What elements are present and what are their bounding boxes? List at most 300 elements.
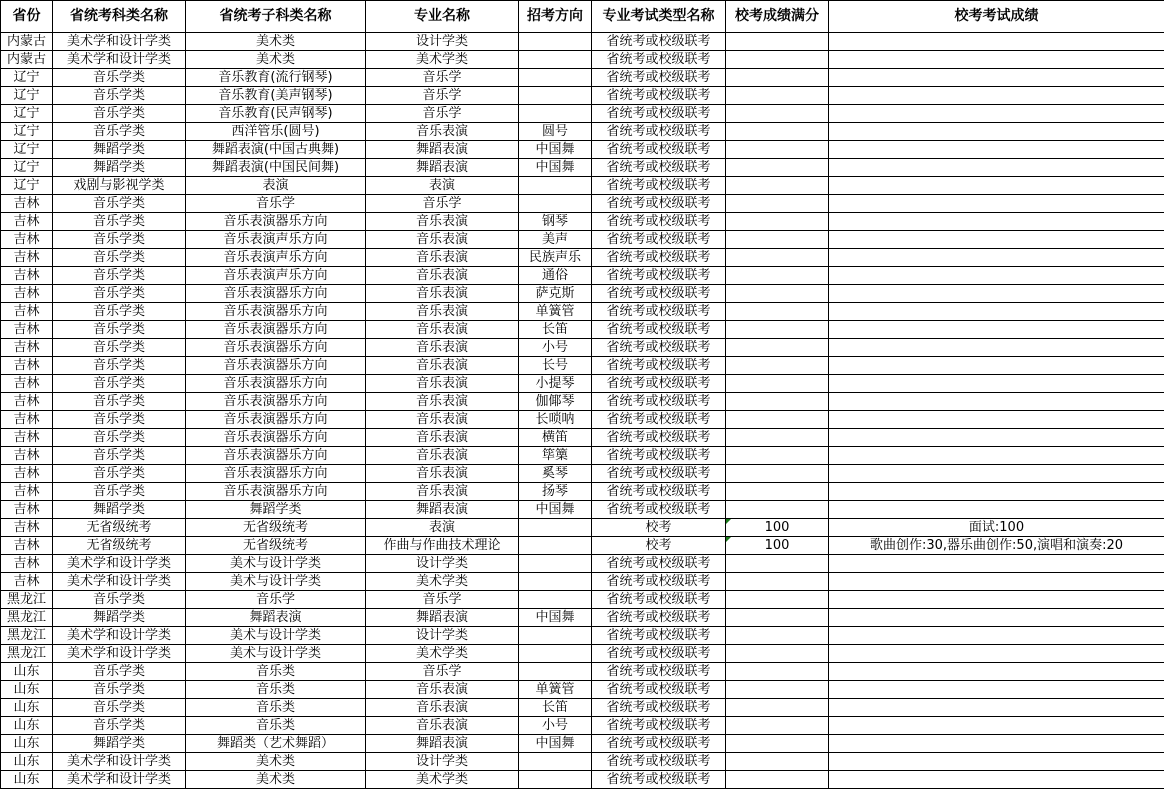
cell-category[interactable]: 美术学和设计学类 [53, 753, 186, 771]
cell-major[interactable]: 音乐表演 [366, 411, 519, 429]
cell-exam-score[interactable] [829, 483, 1164, 501]
cell-exam-score[interactable] [829, 699, 1164, 717]
header-exam-score[interactable]: 校考考试成绩 [829, 1, 1164, 33]
cell-category[interactable]: 美术学和设计学类 [53, 555, 186, 573]
cell-direction[interactable]: 萨克斯 [519, 285, 592, 303]
cell-category[interactable]: 音乐学类 [53, 105, 186, 123]
cell-direction[interactable]: 扬琴 [519, 483, 592, 501]
cell-major[interactable]: 音乐表演 [366, 267, 519, 285]
cell-exam-type[interactable]: 省统考或校级联考 [592, 87, 726, 105]
cell-major[interactable]: 舞蹈表演 [366, 735, 519, 753]
cell-subcategory[interactable]: 美术与设计学类 [186, 573, 366, 591]
cell-province[interactable]: 吉林 [1, 249, 53, 267]
cell-full-score[interactable] [726, 555, 829, 573]
cell-province[interactable]: 吉林 [1, 303, 53, 321]
cell-province[interactable]: 黑龙江 [1, 591, 53, 609]
cell-major[interactable]: 设计学类 [366, 33, 519, 51]
cell-exam-score[interactable] [829, 357, 1164, 375]
cell-exam-type[interactable]: 省统考或校级联考 [592, 645, 726, 663]
cell-exam-type[interactable]: 省统考或校级联考 [592, 501, 726, 519]
cell-subcategory[interactable]: 美术类 [186, 771, 366, 789]
cell-category[interactable]: 舞蹈学类 [53, 501, 186, 519]
cell-subcategory[interactable]: 美术与设计学类 [186, 627, 366, 645]
cell-exam-type[interactable]: 省统考或校级联考 [592, 429, 726, 447]
header-full-score[interactable]: 校考成绩满分 [726, 1, 829, 33]
cell-direction[interactable]: 通俗 [519, 267, 592, 285]
cell-category[interactable]: 音乐学类 [53, 339, 186, 357]
cell-full-score[interactable] [726, 321, 829, 339]
cell-exam-score[interactable] [829, 429, 1164, 447]
cell-exam-type[interactable]: 省统考或校级联考 [592, 735, 726, 753]
cell-direction[interactable]: 伽倻琴 [519, 393, 592, 411]
cell-subcategory[interactable]: 音乐表演器乐方向 [186, 285, 366, 303]
cell-full-score[interactable] [726, 303, 829, 321]
cell-exam-score[interactable] [829, 555, 1164, 573]
cell-full-score[interactable] [726, 645, 829, 663]
cell-direction[interactable]: 奚琴 [519, 465, 592, 483]
cell-subcategory[interactable]: 音乐教育(民声钢琴) [186, 105, 366, 123]
cell-direction[interactable] [519, 537, 592, 555]
cell-direction[interactable]: 横笛 [519, 429, 592, 447]
cell-exam-type[interactable]: 省统考或校级联考 [592, 285, 726, 303]
cell-subcategory[interactable]: 音乐学 [186, 195, 366, 213]
cell-category[interactable]: 音乐学类 [53, 69, 186, 87]
cell-category[interactable]: 音乐学类 [53, 483, 186, 501]
cell-major[interactable]: 音乐表演 [366, 393, 519, 411]
cell-full-score[interactable] [726, 177, 829, 195]
cell-exam-score[interactable] [829, 285, 1164, 303]
cell-subcategory[interactable]: 音乐学 [186, 591, 366, 609]
cell-subcategory[interactable]: 音乐表演器乐方向 [186, 483, 366, 501]
cell-subcategory[interactable]: 音乐表演器乐方向 [186, 357, 366, 375]
cell-province[interactable]: 内蒙古 [1, 33, 53, 51]
cell-direction[interactable]: 钢琴 [519, 213, 592, 231]
cell-category[interactable]: 无省级统考 [53, 537, 186, 555]
cell-exam-type[interactable]: 省统考或校级联考 [592, 627, 726, 645]
cell-major[interactable]: 音乐表演 [366, 285, 519, 303]
cell-direction[interactable]: 单簧管 [519, 303, 592, 321]
cell-category[interactable]: 美术学和设计学类 [53, 645, 186, 663]
cell-subcategory[interactable]: 无省级统考 [186, 519, 366, 537]
cell-exam-type[interactable]: 省统考或校级联考 [592, 33, 726, 51]
cell-province[interactable]: 吉林 [1, 429, 53, 447]
cell-province[interactable]: 吉林 [1, 393, 53, 411]
cell-exam-score[interactable] [829, 663, 1164, 681]
cell-major[interactable]: 音乐表演 [366, 429, 519, 447]
cell-category[interactable]: 戏剧与影视学类 [53, 177, 186, 195]
cell-direction[interactable] [519, 105, 592, 123]
cell-subcategory[interactable]: 音乐类 [186, 663, 366, 681]
cell-category[interactable]: 无省级统考 [53, 519, 186, 537]
cell-exam-score[interactable] [829, 681, 1164, 699]
cell-major[interactable]: 作曲与作曲技术理论 [366, 537, 519, 555]
cell-exam-score[interactable] [829, 123, 1164, 141]
cell-province[interactable]: 吉林 [1, 483, 53, 501]
cell-major[interactable]: 美术学类 [366, 645, 519, 663]
cell-subcategory[interactable]: 音乐表演器乐方向 [186, 339, 366, 357]
cell-major[interactable]: 美术学类 [366, 573, 519, 591]
cell-category[interactable]: 音乐学类 [53, 123, 186, 141]
cell-category[interactable]: 音乐学类 [53, 591, 186, 609]
cell-major[interactable]: 音乐表演 [366, 465, 519, 483]
cell-subcategory[interactable]: 音乐类 [186, 681, 366, 699]
header-subcategory[interactable]: 省统考子科类名称 [186, 1, 366, 33]
header-province[interactable]: 省份 [1, 1, 53, 33]
cell-category[interactable]: 音乐学类 [53, 717, 186, 735]
cell-exam-type[interactable]: 省统考或校级联考 [592, 699, 726, 717]
cell-subcategory[interactable]: 音乐表演器乐方向 [186, 321, 366, 339]
cell-exam-type[interactable]: 省统考或校级联考 [592, 663, 726, 681]
cell-exam-type[interactable]: 省统考或校级联考 [592, 69, 726, 87]
cell-full-score[interactable] [726, 159, 829, 177]
cell-exam-score[interactable] [829, 627, 1164, 645]
cell-direction[interactable]: 长笛 [519, 699, 592, 717]
cell-full-score[interactable] [726, 663, 829, 681]
cell-exam-type[interactable]: 校考 [592, 537, 726, 555]
cell-full-score[interactable] [726, 627, 829, 645]
cell-exam-type[interactable]: 省统考或校级联考 [592, 609, 726, 627]
cell-province[interactable]: 吉林 [1, 537, 53, 555]
cell-exam-type[interactable]: 校考 [592, 519, 726, 537]
cell-exam-score[interactable] [829, 303, 1164, 321]
cell-direction[interactable]: 小号 [519, 339, 592, 357]
cell-subcategory[interactable]: 音乐表演器乐方向 [186, 429, 366, 447]
cell-full-score[interactable] [726, 285, 829, 303]
cell-direction[interactable]: 美声 [519, 231, 592, 249]
cell-province[interactable]: 山东 [1, 735, 53, 753]
cell-province[interactable]: 辽宁 [1, 177, 53, 195]
cell-category[interactable]: 音乐学类 [53, 681, 186, 699]
note-indicator-icon[interactable] [726, 537, 731, 542]
cell-province[interactable]: 山东 [1, 753, 53, 771]
cell-direction[interactable]: 中国舞 [519, 501, 592, 519]
cell-exam-score[interactable] [829, 591, 1164, 609]
cell-exam-type[interactable]: 省统考或校级联考 [592, 195, 726, 213]
cell-province[interactable]: 山东 [1, 699, 53, 717]
cell-exam-type[interactable]: 省统考或校级联考 [592, 465, 726, 483]
cell-province[interactable]: 吉林 [1, 321, 53, 339]
cell-subcategory[interactable]: 舞蹈表演 [186, 609, 366, 627]
cell-direction[interactable] [519, 591, 592, 609]
cell-exam-type[interactable]: 省统考或校级联考 [592, 249, 726, 267]
cell-category[interactable]: 音乐学类 [53, 285, 186, 303]
cell-subcategory[interactable]: 音乐表演器乐方向 [186, 411, 366, 429]
cell-province[interactable]: 辽宁 [1, 159, 53, 177]
cell-exam-type[interactable]: 省统考或校级联考 [592, 753, 726, 771]
cell-full-score[interactable] [726, 609, 829, 627]
cell-full-score[interactable] [726, 87, 829, 105]
cell-major[interactable]: 音乐表演 [366, 231, 519, 249]
cell-direction[interactable] [519, 555, 592, 573]
cell-major[interactable]: 音乐表演 [366, 699, 519, 717]
cell-category[interactable]: 美术学和设计学类 [53, 771, 186, 789]
cell-exam-score[interactable] [829, 375, 1164, 393]
cell-subcategory[interactable]: 无省级统考 [186, 537, 366, 555]
cell-category[interactable]: 音乐学类 [53, 87, 186, 105]
cell-category[interactable]: 音乐学类 [53, 213, 186, 231]
cell-exam-score[interactable] [829, 465, 1164, 483]
cell-major[interactable]: 音乐学 [366, 195, 519, 213]
cell-full-score[interactable] [726, 735, 829, 753]
cell-exam-score[interactable] [829, 69, 1164, 87]
cell-category[interactable]: 音乐学类 [53, 375, 186, 393]
cell-province[interactable]: 吉林 [1, 519, 53, 537]
cell-province[interactable]: 吉林 [1, 339, 53, 357]
cell-subcategory[interactable]: 音乐类 [186, 699, 366, 717]
cell-subcategory[interactable]: 美术与设计学类 [186, 645, 366, 663]
cell-category[interactable]: 美术学和设计学类 [53, 627, 186, 645]
cell-direction[interactable] [519, 51, 592, 69]
cell-subcategory[interactable]: 音乐表演器乐方向 [186, 447, 366, 465]
cell-exam-type[interactable]: 省统考或校级联考 [592, 573, 726, 591]
cell-category[interactable]: 舞蹈学类 [53, 609, 186, 627]
cell-exam-score[interactable] [829, 231, 1164, 249]
cell-direction[interactable] [519, 753, 592, 771]
cell-province[interactable]: 黑龙江 [1, 609, 53, 627]
cell-direction[interactable]: 中国舞 [519, 735, 592, 753]
cell-major[interactable]: 舞蹈表演 [366, 141, 519, 159]
cell-exam-score[interactable] [829, 141, 1164, 159]
cell-category[interactable]: 音乐学类 [53, 411, 186, 429]
cell-exam-score[interactable] [829, 393, 1164, 411]
cell-exam-type[interactable]: 省统考或校级联考 [592, 483, 726, 501]
cell-subcategory[interactable]: 音乐表演声乐方向 [186, 231, 366, 249]
cell-exam-type[interactable]: 省统考或校级联考 [592, 591, 726, 609]
cell-direction[interactable]: 中国舞 [519, 159, 592, 177]
cell-major[interactable]: 音乐学 [366, 591, 519, 609]
cell-category[interactable]: 音乐学类 [53, 249, 186, 267]
cell-major[interactable]: 舞蹈表演 [366, 159, 519, 177]
cell-direction[interactable] [519, 573, 592, 591]
cell-exam-score[interactable] [829, 321, 1164, 339]
cell-major[interactable]: 音乐学 [366, 69, 519, 87]
cell-full-score[interactable] [726, 429, 829, 447]
cell-full-score[interactable] [726, 483, 829, 501]
cell-exam-score[interactable] [829, 195, 1164, 213]
cell-category[interactable]: 舞蹈学类 [53, 735, 186, 753]
cell-subcategory[interactable]: 美术类 [186, 753, 366, 771]
cell-category[interactable]: 美术学和设计学类 [53, 573, 186, 591]
cell-exam-score[interactable] [829, 267, 1164, 285]
cell-province[interactable]: 吉林 [1, 411, 53, 429]
cell-exam-score[interactable] [829, 213, 1164, 231]
cell-full-score[interactable] [726, 231, 829, 249]
cell-exam-score[interactable] [829, 411, 1164, 429]
cell-province[interactable]: 吉林 [1, 375, 53, 393]
cell-direction[interactable] [519, 177, 592, 195]
cell-major[interactable]: 设计学类 [366, 753, 519, 771]
cell-exam-score[interactable] [829, 33, 1164, 51]
header-major[interactable]: 专业名称 [366, 1, 519, 33]
cell-subcategory[interactable]: 音乐表演声乐方向 [186, 267, 366, 285]
cell-direction[interactable] [519, 33, 592, 51]
cell-major[interactable]: 舞蹈表演 [366, 501, 519, 519]
cell-full-score[interactable] [726, 447, 829, 465]
cell-direction[interactable]: 中国舞 [519, 609, 592, 627]
cell-direction[interactable]: 筚篥 [519, 447, 592, 465]
cell-subcategory[interactable]: 音乐表演器乐方向 [186, 375, 366, 393]
cell-exam-score[interactable] [829, 87, 1164, 105]
cell-direction[interactable]: 长唢呐 [519, 411, 592, 429]
cell-subcategory[interactable]: 音乐表演器乐方向 [186, 393, 366, 411]
cell-full-score[interactable] [726, 717, 829, 735]
cell-subcategory[interactable]: 音乐表演器乐方向 [186, 465, 366, 483]
cell-subcategory[interactable]: 音乐表演声乐方向 [186, 249, 366, 267]
cell-province[interactable]: 吉林 [1, 465, 53, 483]
cell-major[interactable]: 音乐学 [366, 87, 519, 105]
cell-major[interactable]: 音乐表演 [366, 249, 519, 267]
cell-exam-score[interactable] [829, 717, 1164, 735]
cell-exam-type[interactable]: 省统考或校级联考 [592, 159, 726, 177]
cell-exam-type[interactable]: 省统考或校级联考 [592, 141, 726, 159]
cell-full-score[interactable]: 100 [726, 537, 829, 555]
cell-province[interactable]: 吉林 [1, 555, 53, 573]
cell-major[interactable]: 美术学类 [366, 51, 519, 69]
cell-full-score[interactable] [726, 267, 829, 285]
cell-subcategory[interactable]: 美术与设计学类 [186, 555, 366, 573]
cell-full-score[interactable] [726, 357, 829, 375]
cell-subcategory[interactable]: 西洋管乐(圆号) [186, 123, 366, 141]
cell-category[interactable]: 音乐学类 [53, 321, 186, 339]
cell-category[interactable]: 音乐学类 [53, 267, 186, 285]
cell-exam-type[interactable]: 省统考或校级联考 [592, 717, 726, 735]
cell-exam-score[interactable] [829, 573, 1164, 591]
cell-full-score[interactable] [726, 501, 829, 519]
cell-exam-score[interactable] [829, 447, 1164, 465]
cell-category[interactable]: 音乐学类 [53, 195, 186, 213]
cell-full-score[interactable] [726, 573, 829, 591]
cell-province[interactable]: 黑龙江 [1, 627, 53, 645]
cell-exam-score[interactable] [829, 105, 1164, 123]
cell-province[interactable]: 吉林 [1, 213, 53, 231]
cell-exam-score[interactable] [829, 339, 1164, 357]
cell-exam-type[interactable]: 省统考或校级联考 [592, 393, 726, 411]
cell-subcategory[interactable]: 音乐表演器乐方向 [186, 303, 366, 321]
cell-direction[interactable] [519, 87, 592, 105]
cell-subcategory[interactable]: 舞蹈类（艺术舞蹈） [186, 735, 366, 753]
cell-full-score[interactable] [726, 339, 829, 357]
cell-category[interactable]: 音乐学类 [53, 447, 186, 465]
cell-direction[interactable] [519, 519, 592, 537]
cell-province[interactable]: 山东 [1, 663, 53, 681]
cell-major[interactable]: 音乐表演 [366, 681, 519, 699]
cell-category[interactable]: 音乐学类 [53, 303, 186, 321]
header-direction[interactable]: 招考方向 [519, 1, 592, 33]
header-category[interactable]: 省统考科类名称 [53, 1, 186, 33]
cell-full-score[interactable] [726, 33, 829, 51]
cell-category[interactable]: 舞蹈学类 [53, 141, 186, 159]
cell-direction[interactable]: 长号 [519, 357, 592, 375]
cell-province[interactable]: 山东 [1, 681, 53, 699]
cell-exam-type[interactable]: 省统考或校级联考 [592, 357, 726, 375]
cell-full-score[interactable] [726, 249, 829, 267]
cell-subcategory[interactable]: 音乐教育(流行钢琴) [186, 69, 366, 87]
cell-exam-type[interactable]: 省统考或校级联考 [592, 267, 726, 285]
cell-province[interactable]: 山东 [1, 771, 53, 789]
cell-category[interactable]: 音乐学类 [53, 663, 186, 681]
cell-category[interactable]: 美术学和设计学类 [53, 33, 186, 51]
cell-category[interactable]: 音乐学类 [53, 465, 186, 483]
cell-subcategory[interactable]: 表演 [186, 177, 366, 195]
cell-major[interactable]: 美术学类 [366, 771, 519, 789]
cell-exam-type[interactable]: 省统考或校级联考 [592, 339, 726, 357]
cell-direction[interactable] [519, 195, 592, 213]
cell-exam-type[interactable]: 省统考或校级联考 [592, 447, 726, 465]
cell-direction[interactable]: 圆号 [519, 123, 592, 141]
cell-exam-type[interactable]: 省统考或校级联考 [592, 51, 726, 69]
cell-exam-score[interactable] [829, 159, 1164, 177]
cell-exam-score[interactable] [829, 645, 1164, 663]
cell-exam-type[interactable]: 省统考或校级联考 [592, 771, 726, 789]
cell-exam-type[interactable]: 省统考或校级联考 [592, 321, 726, 339]
cell-direction[interactable] [519, 69, 592, 87]
cell-exam-type[interactable]: 省统考或校级联考 [592, 177, 726, 195]
cell-province[interactable]: 吉林 [1, 447, 53, 465]
cell-full-score[interactable] [726, 699, 829, 717]
cell-subcategory[interactable]: 美术类 [186, 51, 366, 69]
cell-province[interactable]: 吉林 [1, 285, 53, 303]
cell-province[interactable]: 黑龙江 [1, 645, 53, 663]
cell-full-score[interactable] [726, 411, 829, 429]
cell-full-score[interactable] [726, 681, 829, 699]
cell-subcategory[interactable]: 舞蹈表演(中国古典舞) [186, 141, 366, 159]
cell-category[interactable]: 美术学和设计学类 [53, 51, 186, 69]
cell-major[interactable]: 音乐学 [366, 105, 519, 123]
cell-major[interactable]: 音乐表演 [366, 213, 519, 231]
cell-exam-score[interactable] [829, 177, 1164, 195]
cell-direction[interactable]: 民族声乐 [519, 249, 592, 267]
cell-direction[interactable]: 单簧管 [519, 681, 592, 699]
cell-exam-score[interactable] [829, 249, 1164, 267]
cell-full-score[interactable] [726, 375, 829, 393]
cell-exam-type[interactable]: 省统考或校级联考 [592, 105, 726, 123]
cell-subcategory[interactable]: 美术类 [186, 33, 366, 51]
cell-subcategory[interactable]: 音乐表演器乐方向 [186, 213, 366, 231]
cell-province[interactable]: 辽宁 [1, 87, 53, 105]
cell-direction[interactable]: 小提琴 [519, 375, 592, 393]
cell-province[interactable]: 辽宁 [1, 105, 53, 123]
cell-major[interactable]: 音乐表演 [366, 375, 519, 393]
cell-province[interactable]: 吉林 [1, 357, 53, 375]
cell-exam-type[interactable]: 省统考或校级联考 [592, 213, 726, 231]
cell-direction[interactable] [519, 627, 592, 645]
cell-exam-type[interactable]: 省统考或校级联考 [592, 681, 726, 699]
cell-province[interactable]: 辽宁 [1, 123, 53, 141]
cell-major[interactable]: 设计学类 [366, 555, 519, 573]
cell-exam-score[interactable] [829, 501, 1164, 519]
cell-exam-score[interactable] [829, 51, 1164, 69]
cell-subcategory[interactable]: 舞蹈表演(中国民间舞) [186, 159, 366, 177]
cell-major[interactable]: 音乐表演 [366, 447, 519, 465]
cell-exam-score[interactable]: 面试:100 [829, 519, 1164, 537]
cell-direction[interactable] [519, 645, 592, 663]
cell-province[interactable]: 辽宁 [1, 141, 53, 159]
cell-major[interactable]: 音乐表演 [366, 483, 519, 501]
cell-full-score[interactable]: 100 [726, 519, 829, 537]
cell-major[interactable]: 音乐表演 [366, 321, 519, 339]
cell-exam-type[interactable]: 省统考或校级联考 [592, 231, 726, 249]
cell-province[interactable]: 吉林 [1, 573, 53, 591]
cell-direction[interactable]: 中国舞 [519, 141, 592, 159]
cell-direction[interactable]: 长笛 [519, 321, 592, 339]
cell-category[interactable]: 音乐学类 [53, 699, 186, 717]
cell-exam-type[interactable]: 省统考或校级联考 [592, 375, 726, 393]
cell-province[interactable]: 山东 [1, 717, 53, 735]
header-exam-type[interactable]: 专业考试类型名称 [592, 1, 726, 33]
cell-category[interactable]: 音乐学类 [53, 357, 186, 375]
cell-exam-score[interactable] [829, 753, 1164, 771]
cell-full-score[interactable] [726, 393, 829, 411]
